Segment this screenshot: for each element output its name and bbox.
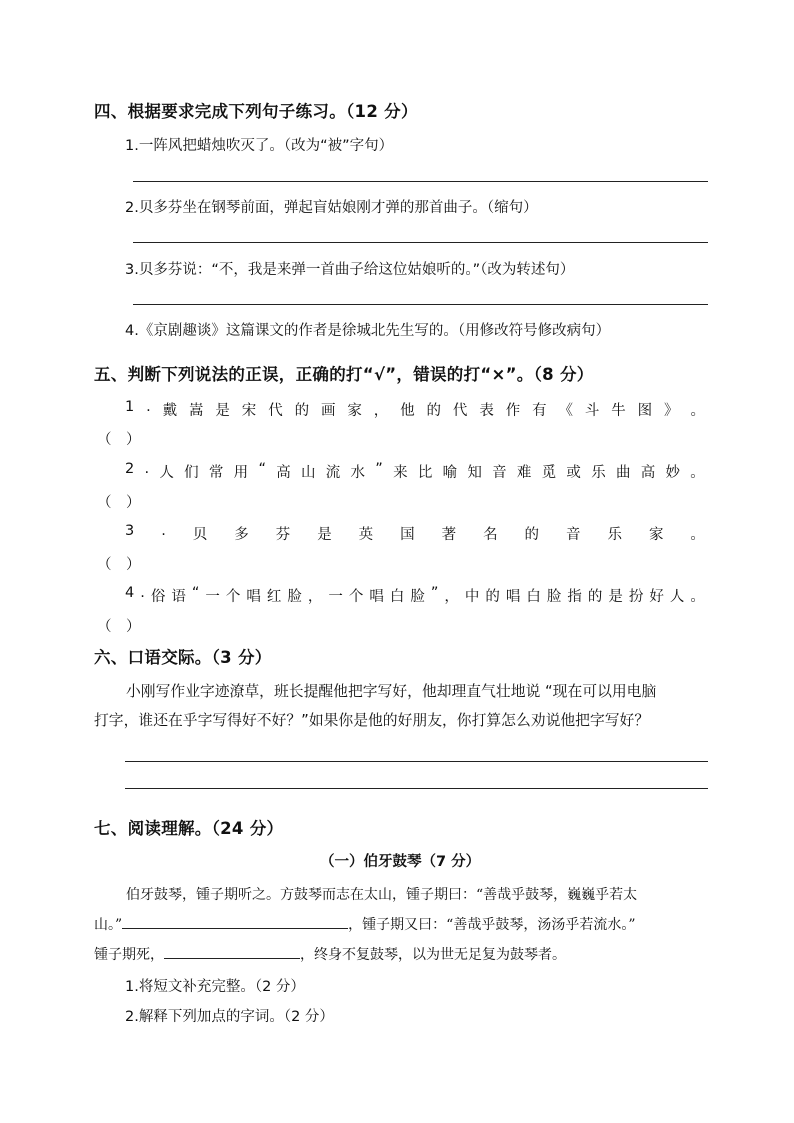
statement-char: “ xyxy=(258,461,266,477)
statement-char: 的 xyxy=(587,589,603,605)
statement-char: 的 xyxy=(485,589,500,605)
statement-char: 个 xyxy=(225,589,241,605)
statement-char: 语 xyxy=(171,589,186,605)
answer-line[interactable] xyxy=(125,788,708,789)
fill-blank[interactable] xyxy=(122,914,348,929)
statement-char: 妙 xyxy=(665,465,680,481)
reading-subtitle: （一）伯牙鼓琴（7 分） xyxy=(320,854,481,870)
statement-char: 宋 xyxy=(241,403,257,419)
statement-char: 代 xyxy=(452,403,468,419)
statement-char: 他 xyxy=(400,403,415,419)
statement-char: 作 xyxy=(505,403,521,419)
statement-char: 俗 xyxy=(150,589,166,605)
statement-char: 人 xyxy=(669,589,685,605)
statement-char: . xyxy=(161,523,166,539)
statement-char: 英 xyxy=(358,527,374,543)
sec4-question-2: 2.贝多芬坐在钢琴前面，弹起盲姑娘刚才弹的那首曲子。（缩句） xyxy=(125,200,538,216)
statement-char: 是 xyxy=(215,403,230,419)
statement-char: 。 xyxy=(690,403,705,419)
statement-char: 有 xyxy=(532,403,547,419)
statement-char: . xyxy=(144,461,150,477)
statement-char: 音 xyxy=(492,465,507,481)
statement-char: 白 xyxy=(389,589,405,605)
judge-paren[interactable]: （ ） xyxy=(97,495,141,511)
statement-char: 流 xyxy=(325,465,341,481)
statement-char: 高 xyxy=(640,465,656,481)
reading-text-line-2 xyxy=(94,914,636,934)
statement-char: 表 xyxy=(479,403,494,419)
statement-char: 常 xyxy=(208,465,224,481)
statement-char: . xyxy=(140,585,145,601)
statement-char: 音 xyxy=(566,527,581,543)
statement-char: 的 xyxy=(426,403,442,419)
statement-char: 多 xyxy=(234,527,249,543)
statement-char: 著 xyxy=(441,527,457,543)
statement-char: 2 xyxy=(125,461,135,477)
statement-char: 代 xyxy=(268,403,283,419)
reading-text: ，锺子期又曰：“善哉乎鼓琴，汤汤乎若流水。” xyxy=(348,917,636,933)
statement-char: 们 xyxy=(184,465,199,481)
statement-char: 指 xyxy=(567,589,582,605)
statement-char: 比 xyxy=(417,465,433,481)
statement-char: 脸 xyxy=(546,589,562,605)
statement-char: ， xyxy=(307,589,323,605)
statement-char: 乐 xyxy=(591,465,606,481)
statement-char: 或 xyxy=(566,465,581,481)
statement-char: 一 xyxy=(328,589,343,605)
statement-char: 觅 xyxy=(541,465,557,481)
reading-text: ，终身不复鼓琴，以为世无足复为鼓琴者。 xyxy=(300,947,566,963)
statement-char: 是 xyxy=(608,589,623,605)
statement-char: 高 xyxy=(276,465,291,481)
answer-line[interactable] xyxy=(133,304,708,305)
statement-char: 斗 xyxy=(584,403,600,419)
sec7-question-2: 2.解释下列加点的字词。（2 分） xyxy=(125,1009,334,1025)
statement-char: 喻 xyxy=(442,465,458,481)
statement-char: 的 xyxy=(524,527,540,543)
statement-char: 。 xyxy=(690,527,705,543)
statement-char: 红 xyxy=(266,589,282,605)
section-7-title: 七、阅读理解。（24 分） xyxy=(94,819,284,838)
statement-char: 。 xyxy=(690,465,705,481)
statement-char: 的 xyxy=(294,403,310,419)
section-6-title: 六、口语交际。（3 分） xyxy=(94,648,272,667)
statement-char: 家 xyxy=(347,403,362,419)
statement-char: 戴 xyxy=(162,403,178,419)
statement-char: 乐 xyxy=(607,527,622,543)
statement-char: 白 xyxy=(526,589,541,605)
statement-char: 来 xyxy=(393,465,408,481)
statement-char: 芬 xyxy=(275,527,291,543)
statement-char: 牛 xyxy=(611,403,626,419)
statement-char: 脸 xyxy=(287,589,302,605)
statement-char: 脸 xyxy=(410,589,425,605)
answer-line[interactable] xyxy=(125,761,708,762)
sec4-question-1: 1.一阵风把蜡烛吹灭了。（改为“被”字句） xyxy=(125,138,394,154)
section-5-title: 五、判断下列说法的正误，正确的打“√”，错误的打“×”。（8 分） xyxy=(94,365,594,384)
sec6-paragraph-line-2: 打字，谁还在乎字写得好不好？”如果你是他的好朋友，你打算怎么劝说他把字写好？ xyxy=(94,712,650,729)
statement-char: 水 xyxy=(350,465,366,481)
statement-char: 是 xyxy=(317,527,332,543)
fill-blank[interactable] xyxy=(164,944,300,959)
statement-char: 4 xyxy=(125,585,135,601)
answer-line[interactable] xyxy=(133,181,708,182)
statement-char: 扮 xyxy=(628,589,644,605)
reading-text: 山。” xyxy=(94,917,123,933)
statement-char: 。 xyxy=(690,589,705,605)
sec5-statement-2 xyxy=(125,461,705,482)
sec4-question-4: 4.《京剧趣谈》这篇课文的作者是徐城北先生写的。（用修改符号修改病句） xyxy=(125,323,611,339)
statement-char: 名 xyxy=(483,527,498,543)
statement-char: ， xyxy=(444,589,459,605)
statement-char: ” xyxy=(430,585,439,601)
statement-char: 1 xyxy=(125,399,135,415)
statement-char: 个 xyxy=(348,589,364,605)
sec5-statement-1 xyxy=(125,399,705,420)
sec5-statement-3 xyxy=(125,523,705,544)
sec7-question-1: 1.将短文补充完整。（2 分） xyxy=(125,979,305,995)
statement-char: 贝 xyxy=(192,527,208,543)
statement-char: 家 xyxy=(648,527,664,543)
statement-char: 好 xyxy=(649,589,664,605)
sec5-statement-4 xyxy=(125,585,705,606)
statement-char: 国 xyxy=(400,527,415,543)
statement-char: 3 xyxy=(125,523,135,539)
statement-char: 用 xyxy=(233,465,249,481)
judge-paren[interactable]: （ ） xyxy=(97,619,141,635)
statement-char: 唱 xyxy=(505,589,521,605)
statement-char: 唱 xyxy=(246,589,261,605)
sec6-paragraph-line-1: 小刚写作业字迹潦草，班长提醒他把字写好，他却理直气壮地说 “现在可以用电脑 xyxy=(126,683,657,700)
statement-char: 知 xyxy=(467,465,482,481)
statement-char: 人 xyxy=(159,465,174,481)
judge-paren[interactable]: （ ） xyxy=(97,557,141,573)
statement-char: 难 xyxy=(516,465,532,481)
section-4-title: 四、根据要求完成下列句子练习。（12 分） xyxy=(94,102,418,121)
statement-char: 嵩 xyxy=(189,403,204,419)
reading-text-line-3 xyxy=(94,944,566,964)
statement-char: ， xyxy=(373,403,389,419)
statement-char: 山 xyxy=(300,465,316,481)
judge-paren[interactable]: （ ） xyxy=(97,432,141,448)
sec4-question-3: 3.贝多芬说：“不，我是来弹一首曲子给这位姑娘听的。”（改为转述句） xyxy=(125,262,575,278)
reading-text-line-1: 伯牙鼓琴，锺子期听之。方鼓琴而志在太山，锺子期曰：“善哉乎鼓琴，巍巍乎若太 xyxy=(126,887,638,903)
answer-line[interactable] xyxy=(133,242,708,243)
statement-char: ” xyxy=(375,461,383,477)
reading-text: 锺子期死， xyxy=(94,947,164,963)
statement-char: 》 xyxy=(664,403,679,419)
statement-char: . xyxy=(146,399,151,415)
statement-char: 画 xyxy=(320,403,336,419)
statement-char: 一 xyxy=(205,589,220,605)
statement-char: 唱 xyxy=(369,589,384,605)
statement-char: 中 xyxy=(464,589,480,605)
statement-char: 图 xyxy=(637,403,653,419)
statement-char: “ xyxy=(191,585,200,601)
statement-char: 《 xyxy=(558,403,573,419)
statement-char: 曲 xyxy=(615,465,631,481)
